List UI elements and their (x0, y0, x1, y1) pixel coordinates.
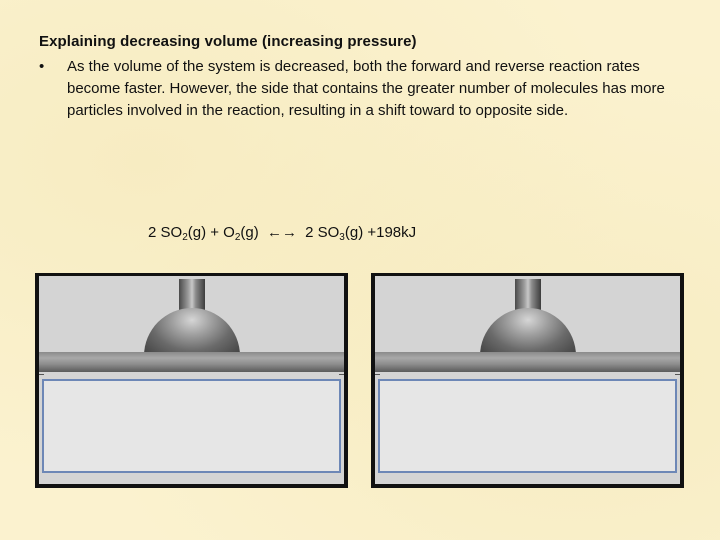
product-so3-subscript: 3 (339, 232, 345, 243)
bullet-item (39, 56, 689, 122)
piston-tick-left (375, 374, 380, 375)
reactant-o2-state: (g) (240, 224, 259, 241)
reactant-so2-coef: 2 SO (148, 224, 183, 241)
piston-plate (39, 352, 344, 372)
cylinder-interior (39, 276, 344, 484)
slide-title: Explaining decreasing volume (increasing pressure) (39, 33, 417, 50)
piston-head (144, 308, 240, 356)
equilibrium-arrow-icon: ←→ (266, 224, 297, 241)
piston-head (480, 308, 576, 356)
piston-plate (375, 352, 680, 372)
cylinder-interior (375, 276, 680, 484)
product-so3-state: (g) +198kJ (344, 224, 417, 241)
gas-chamber (42, 379, 341, 473)
reactant-o2-subscript: 2 (234, 232, 241, 243)
piston-cylinder-left (35, 273, 348, 488)
bullet-text: As the volume of the system is decreased, both the forward and reverse reaction rates become faster. However, the side that contains the greater number of molecules has more particles involved in the reaction, resulting in a shift toward to opposite side. (67, 58, 665, 119)
bullet-marker: • (39, 58, 45, 75)
piston-cylinder-right (371, 273, 684, 488)
piston-tick-left (39, 374, 44, 375)
gas-chamber (378, 379, 677, 473)
reactant-so2-subscript: 2 (182, 232, 188, 243)
product-so3-coef: 2 SO (305, 224, 340, 241)
piston-tick-right (339, 374, 344, 375)
piston-tick-right (675, 374, 680, 375)
chemical-equation (148, 224, 416, 243)
reactant-so2-state: (g) + O (187, 224, 235, 241)
